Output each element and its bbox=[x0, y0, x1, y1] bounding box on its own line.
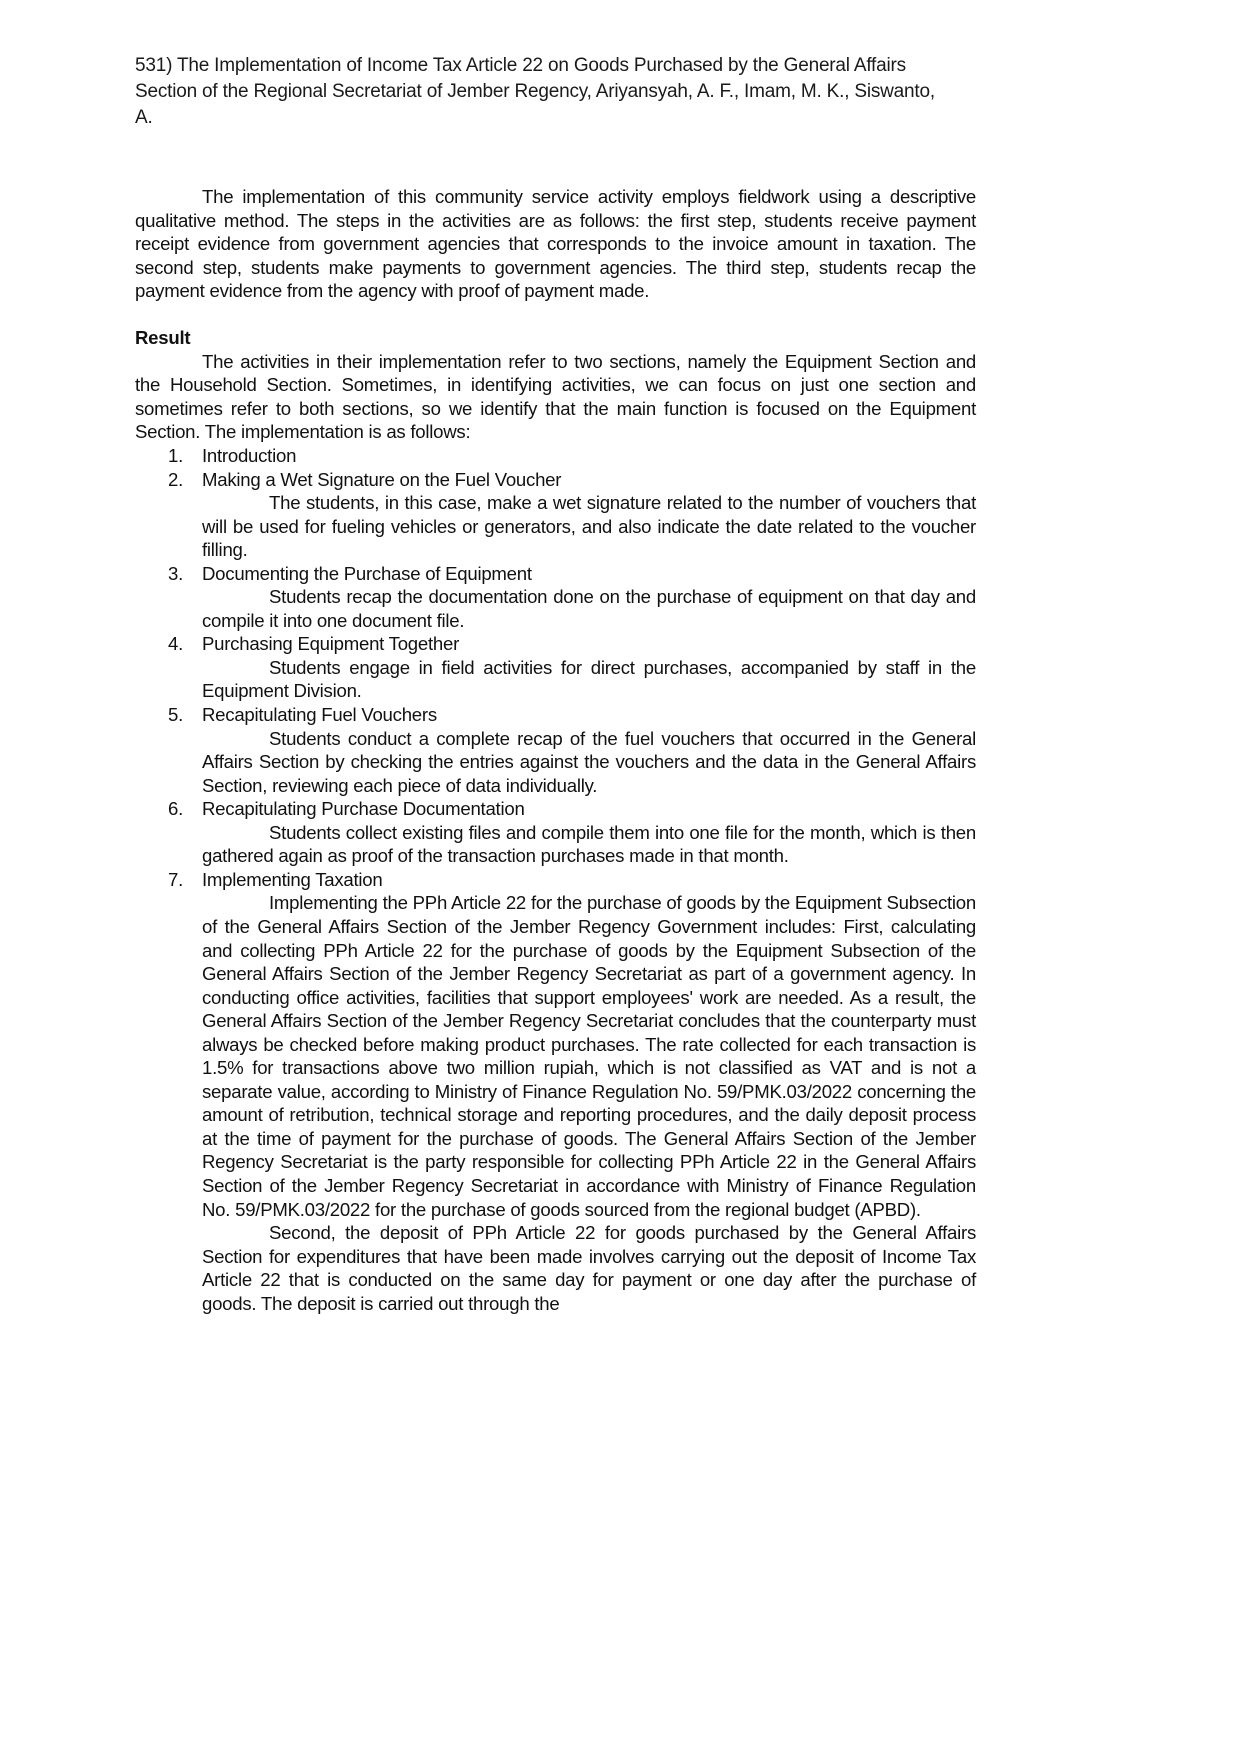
step-number: 1. bbox=[168, 445, 184, 467]
step-title: Recapitulating Fuel Vouchers bbox=[202, 704, 437, 726]
document-body bbox=[135, 185, 976, 1315]
list-item-step-4 bbox=[135, 632, 976, 703]
step-description: Students recap the documentation done on the purchase of equipment on that day and compile it into one document file. bbox=[202, 586, 976, 631]
list-item-step-6 bbox=[135, 797, 976, 868]
step-description-second: Second, the deposit of PPh Article 22 for goods purchased by the General Affairs Section for expenditures that have been made involves carrying out the deposit of Income Tax Article 22 that is conducted on the same day for payment or one day after the purchase of goods. The deposit is carried out through the bbox=[202, 1222, 976, 1314]
result-paragraph: The activities in their implementation refer to two sections, namely the Equipment Section and the Household Section. Sometimes, in identifying activities, we can focus on just one section and sometimes refer to both sections, so we identify that the main function is focused on the Equipment Section. The implementation is as follows: bbox=[135, 350, 976, 443]
step-number: 5. bbox=[168, 704, 184, 726]
step-description: The students, in this case, make a wet signature related to the number of vouchers that will be used for fueling vehicles or generators, and also indicate the date related to the voucher filling. bbox=[202, 492, 976, 561]
result-heading: Result bbox=[135, 327, 191, 349]
list-item-step-5 bbox=[135, 703, 976, 797]
implementation-steps-list bbox=[135, 444, 976, 1315]
step-title: Implementing Taxation bbox=[202, 868, 383, 890]
list-item-step-3 bbox=[135, 562, 976, 633]
step-title: Making a Wet Signature on the Fuel Voucher bbox=[202, 468, 562, 490]
step-description: Students collect existing files and compile them into one file for the month, which is then gathered again as proof of the transaction purchases made in that month. bbox=[202, 821, 976, 867]
list-item-step-2 bbox=[135, 468, 976, 562]
step-number: 4. bbox=[168, 633, 184, 655]
step-description: Students engage in field activities for direct purchases, accompanied by staff in the Equipment Division. bbox=[202, 656, 976, 702]
step-description-first: Implementing the PPh Article 22 for the purchase of goods by the Equipment Subsection of the General Affairs Section of the Jember Regency Government includes: First, calculating and collecting PPh Article 22 for the purchase of goods by the Equipment Subsection of the General Affairs Section of the Jember Regency Secretariat as part of a government agency. In conducting office activities, facilities that support employees' work are needed. As a result, the General Affairs Section of the Jember Regency Secretariat concludes that the counterparty must always be checked before making product purchases. The rate collected for each transaction is 1.5% for transactions above two million rupiah, which is not classified as VAT and is not a separate value, according to Ministry of Finance Regulation No. 59/PMK.03/2022 concerning the amount of retribution, technical storage and reporting procedures, and the daily deposit process at the time of payment for the purchase of goods. The General Affairs Section of the Jember Regency Secretariat is the party responsible for collecting PPh Article 22 in the General Affairs Section of the Jember Regency Secretariat in accordance with Ministry of Finance Regulation No. 59/PMK.03/2022 for the purchase of goods sourced from the regional budget (APBD). bbox=[202, 892, 976, 1220]
step-description: Students conduct a complete recap of the fuel vouchers that occurred in the General Affairs Section by checking the entries against the vouchers and the data in the General Affairs Section, reviewing each piece of data individually. bbox=[202, 727, 976, 796]
step-number: 6. bbox=[168, 798, 184, 820]
step-title: Purchasing Equipment Together bbox=[202, 633, 460, 655]
intro-paragraph: The implementation of this community service activity employs fieldwork using a descriptive qualitative method. The steps in the activities are as follows: the first step, students receive payment receipt evidence from government agencies that corresponds to the invoice amount in taxation. The second step, students make payments to government agencies. The third step, students recap the payment evidence from the agency with proof of payment made. bbox=[135, 186, 976, 302]
step-number: 3. bbox=[168, 562, 184, 584]
step-number: 2. bbox=[168, 468, 184, 490]
step-number: 7. bbox=[168, 868, 184, 890]
step-title: Recapitulating Purchase Documentation bbox=[202, 798, 525, 820]
step-title: Introduction bbox=[202, 445, 297, 467]
spacer bbox=[135, 303, 976, 327]
running-header-citation: 531) The Implementation of Income Tax Article 22 on Goods Purchased by the General Affairs Section of the Regional Secretariat of Jember Regency, Ariyansyah, A. F., Imam, M. K., Siswanto, A. bbox=[135, 55, 935, 128]
step-title: Documenting the Purchase of Equipment bbox=[202, 562, 532, 584]
list-item-step-1 bbox=[135, 444, 976, 468]
list-item-step-7 bbox=[135, 868, 976, 1315]
